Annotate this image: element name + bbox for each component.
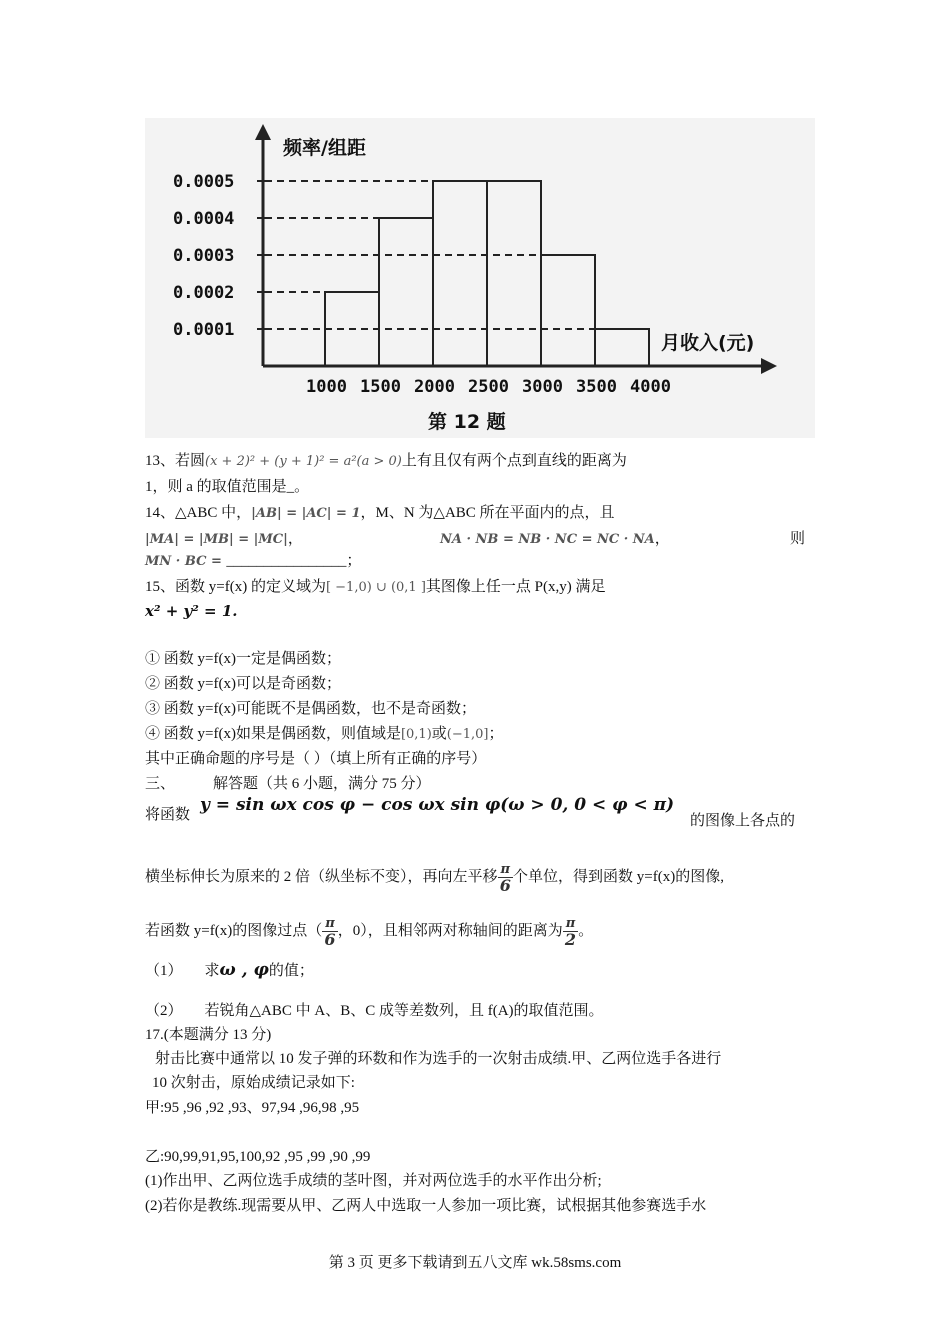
q15-item4-prefix: ④ 函数 y=f(x)如果是偶函数，则值域是 bbox=[145, 726, 401, 742]
q17-yi-scores: 乙:90,99,91,95,100,92 ,95 ,99 ,90 ,99 bbox=[145, 1149, 371, 1165]
x-tick-label: 1000 bbox=[306, 377, 347, 397]
q13-line2: 1，则 a 的取值范围是_。 bbox=[145, 479, 310, 495]
y-tick-label: 0.0004 bbox=[173, 209, 235, 229]
q13-suffix: 上有且仅有两个点到直线的距离为 bbox=[401, 453, 627, 469]
q14-line2 bbox=[145, 528, 303, 551]
q16-formula: y = sin ωx cos φ − cos ωx sin φ(ω > 0, 0 < φ < π) bbox=[200, 795, 675, 815]
x-tick-label: 4000 bbox=[630, 377, 671, 397]
x-tick-label: 1500 bbox=[360, 377, 401, 397]
q16-sub1 bbox=[145, 959, 314, 982]
q15-domain: [ −1,0) ∪ (0,1 ] bbox=[325, 580, 426, 595]
q16-sub2-label: （2） bbox=[145, 1003, 183, 1019]
q15-item-2: ② 函数 y=f(x)可以是奇函数； bbox=[145, 676, 341, 692]
y-tick-label: 0.0001 bbox=[173, 320, 235, 340]
x-tick-label: 3000 bbox=[522, 377, 563, 397]
q16-distance-den: 2 bbox=[564, 930, 577, 949]
y-axis-title: 频率/组距 bbox=[283, 137, 366, 159]
q16-line2a: 横坐标伸长为原来的 2 倍（纵坐标不变），再向左平移 bbox=[145, 868, 498, 885]
q13-line1 bbox=[145, 450, 627, 473]
histogram-figure bbox=[145, 118, 815, 438]
q16-shift-fraction bbox=[498, 862, 514, 893]
q17-intro2: 10 次射击，原始成绩记录如下: bbox=[152, 1075, 355, 1091]
q15-item4-range2: (−1,0] bbox=[446, 727, 489, 742]
q16-distance-num: π bbox=[563, 916, 579, 932]
page-footer: 第 3 页 更多下载请到五八文库 wk.58sms.com bbox=[328, 1255, 622, 1271]
q14-comma: ， bbox=[287, 531, 303, 547]
section3-header bbox=[145, 773, 431, 795]
x-tick-label: 2000 bbox=[414, 377, 455, 397]
q16-line3a: 若函数 y=f(x)的图像过点（ bbox=[145, 922, 323, 939]
q14-line3 bbox=[145, 550, 361, 573]
x-tick-label: 2500 bbox=[468, 377, 509, 397]
q17-jia-scores: 甲:95 ,96 ,92 ,93、97,94 ,96,98 ,95 bbox=[145, 1100, 360, 1116]
q16-shift-num: π bbox=[498, 862, 514, 878]
x-tick-label: 3500 bbox=[576, 377, 617, 397]
q14-blank: ________________ bbox=[226, 553, 347, 569]
y-tick-label: 0.0002 bbox=[173, 283, 235, 303]
q16-line1 bbox=[145, 804, 190, 826]
q15-suffix: 其图像上任一点 P(x,y) 满足 bbox=[425, 579, 606, 595]
q15-item4-or: 或 bbox=[431, 726, 447, 742]
q14-formula4: MN · BC = bbox=[145, 554, 227, 569]
q15-line1 bbox=[145, 576, 606, 599]
q17-part1: (1)作出甲、乙两位选手成绩的茎叶图，并对两位选手的水平作出分析; bbox=[145, 1173, 602, 1189]
histogram-chart bbox=[145, 118, 815, 438]
q13-prefix: 13、若圆 bbox=[145, 453, 206, 469]
q16-suffix: 的图像上各点的 bbox=[690, 813, 796, 829]
q16-sub1-label: （1） bbox=[145, 963, 183, 979]
q15-item-4 bbox=[145, 723, 504, 746]
q16-distance-fraction bbox=[563, 916, 579, 947]
q16-line2b: 个单位，得到函数 y=f(x)的图像, bbox=[513, 868, 724, 885]
q16-line3c: 。 bbox=[578, 922, 594, 939]
x-tick-labels bbox=[306, 377, 671, 397]
q16-sub2-text: 若锐角△ABC 中 A、B、C 成等差数列，且 f(A)的取值范围。 bbox=[204, 1003, 604, 1019]
section3-number: 三、 bbox=[145, 776, 176, 792]
q15-item-1: ① 函数 y=f(x)一定是偶函数； bbox=[145, 651, 341, 667]
q17-header: 17.(本题满分 13 分) bbox=[145, 1027, 272, 1043]
q16-sub1-text: 求 bbox=[204, 963, 220, 979]
q14-line1 bbox=[145, 502, 805, 525]
q16-shift-den: 6 bbox=[499, 876, 511, 895]
q14-comma2: ， bbox=[654, 531, 670, 547]
q17-part2: (2)若你是教练.现需要从甲、乙两人中选取一人参加一项比赛，试根据其他参赛选手水 bbox=[145, 1198, 707, 1214]
q16-prefix: 将函数 bbox=[145, 807, 191, 823]
q15-item4-end: ； bbox=[488, 726, 504, 742]
q15-prefix: 15、函数 y=f(x) 的定义域为 bbox=[145, 579, 326, 595]
q16-point-fraction bbox=[322, 916, 338, 947]
x-axis-title: 月收入(元) bbox=[661, 332, 755, 354]
q14-formula2: |MA| = |MB| = |MC| bbox=[145, 532, 288, 547]
figure-caption: 第 12 题 bbox=[428, 411, 506, 433]
q16-formula-line bbox=[200, 794, 674, 817]
q14-formula3-line bbox=[440, 528, 670, 551]
q15-ask: 其中正确命题的序号是（ ）（填上所有正确的序号） bbox=[145, 751, 487, 767]
q15-equation-line bbox=[145, 600, 237, 623]
q16-sub2 bbox=[145, 1000, 604, 1022]
q14-prefix: 14、△ABC 中， bbox=[145, 505, 252, 521]
q16-line3 bbox=[145, 916, 593, 947]
y-tick-label: 0.0003 bbox=[173, 246, 235, 266]
q16-line3b: ，0），且相邻两对称轴间的距离为 bbox=[337, 922, 563, 939]
q14-then: 则 bbox=[790, 531, 806, 547]
q14-end: ； bbox=[346, 553, 362, 569]
q14-formula3: NA · NB = NB · NC = NC · NA bbox=[440, 532, 655, 547]
q14-middle: ，M、N 为△ABC 所在平面内的点，且 bbox=[360, 505, 615, 521]
q13-formula: (x + 2)² + (y + 1)² = a²(a > 0) bbox=[205, 454, 402, 469]
q15-item4-range1: [0,1) bbox=[400, 727, 432, 742]
q16-point-den: 6 bbox=[324, 930, 336, 949]
q17-intro1: 射击比赛中通常以 10 发子弹的环数和作为选手的一次射击成绩.甲、乙两位选手各进行 bbox=[155, 1051, 722, 1067]
q16-line2 bbox=[145, 862, 724, 893]
section3-title: 解答题（共 6 小题，满分 75 分） bbox=[213, 776, 431, 792]
q15-equation: x² + y² = 1. bbox=[145, 602, 238, 620]
q16-sub1-symbols: ω , φ bbox=[219, 960, 269, 980]
q15-item-3: ③ 函数 y=f(x)可能既不是偶函数，也不是奇函数； bbox=[145, 701, 476, 717]
y-tick-label: 0.0005 bbox=[173, 172, 235, 192]
q14-formula1: |AB| = |AC| = 1 bbox=[251, 506, 361, 521]
q16-sub1-end: 的值； bbox=[268, 963, 314, 979]
q16-point-num: π bbox=[322, 916, 338, 932]
